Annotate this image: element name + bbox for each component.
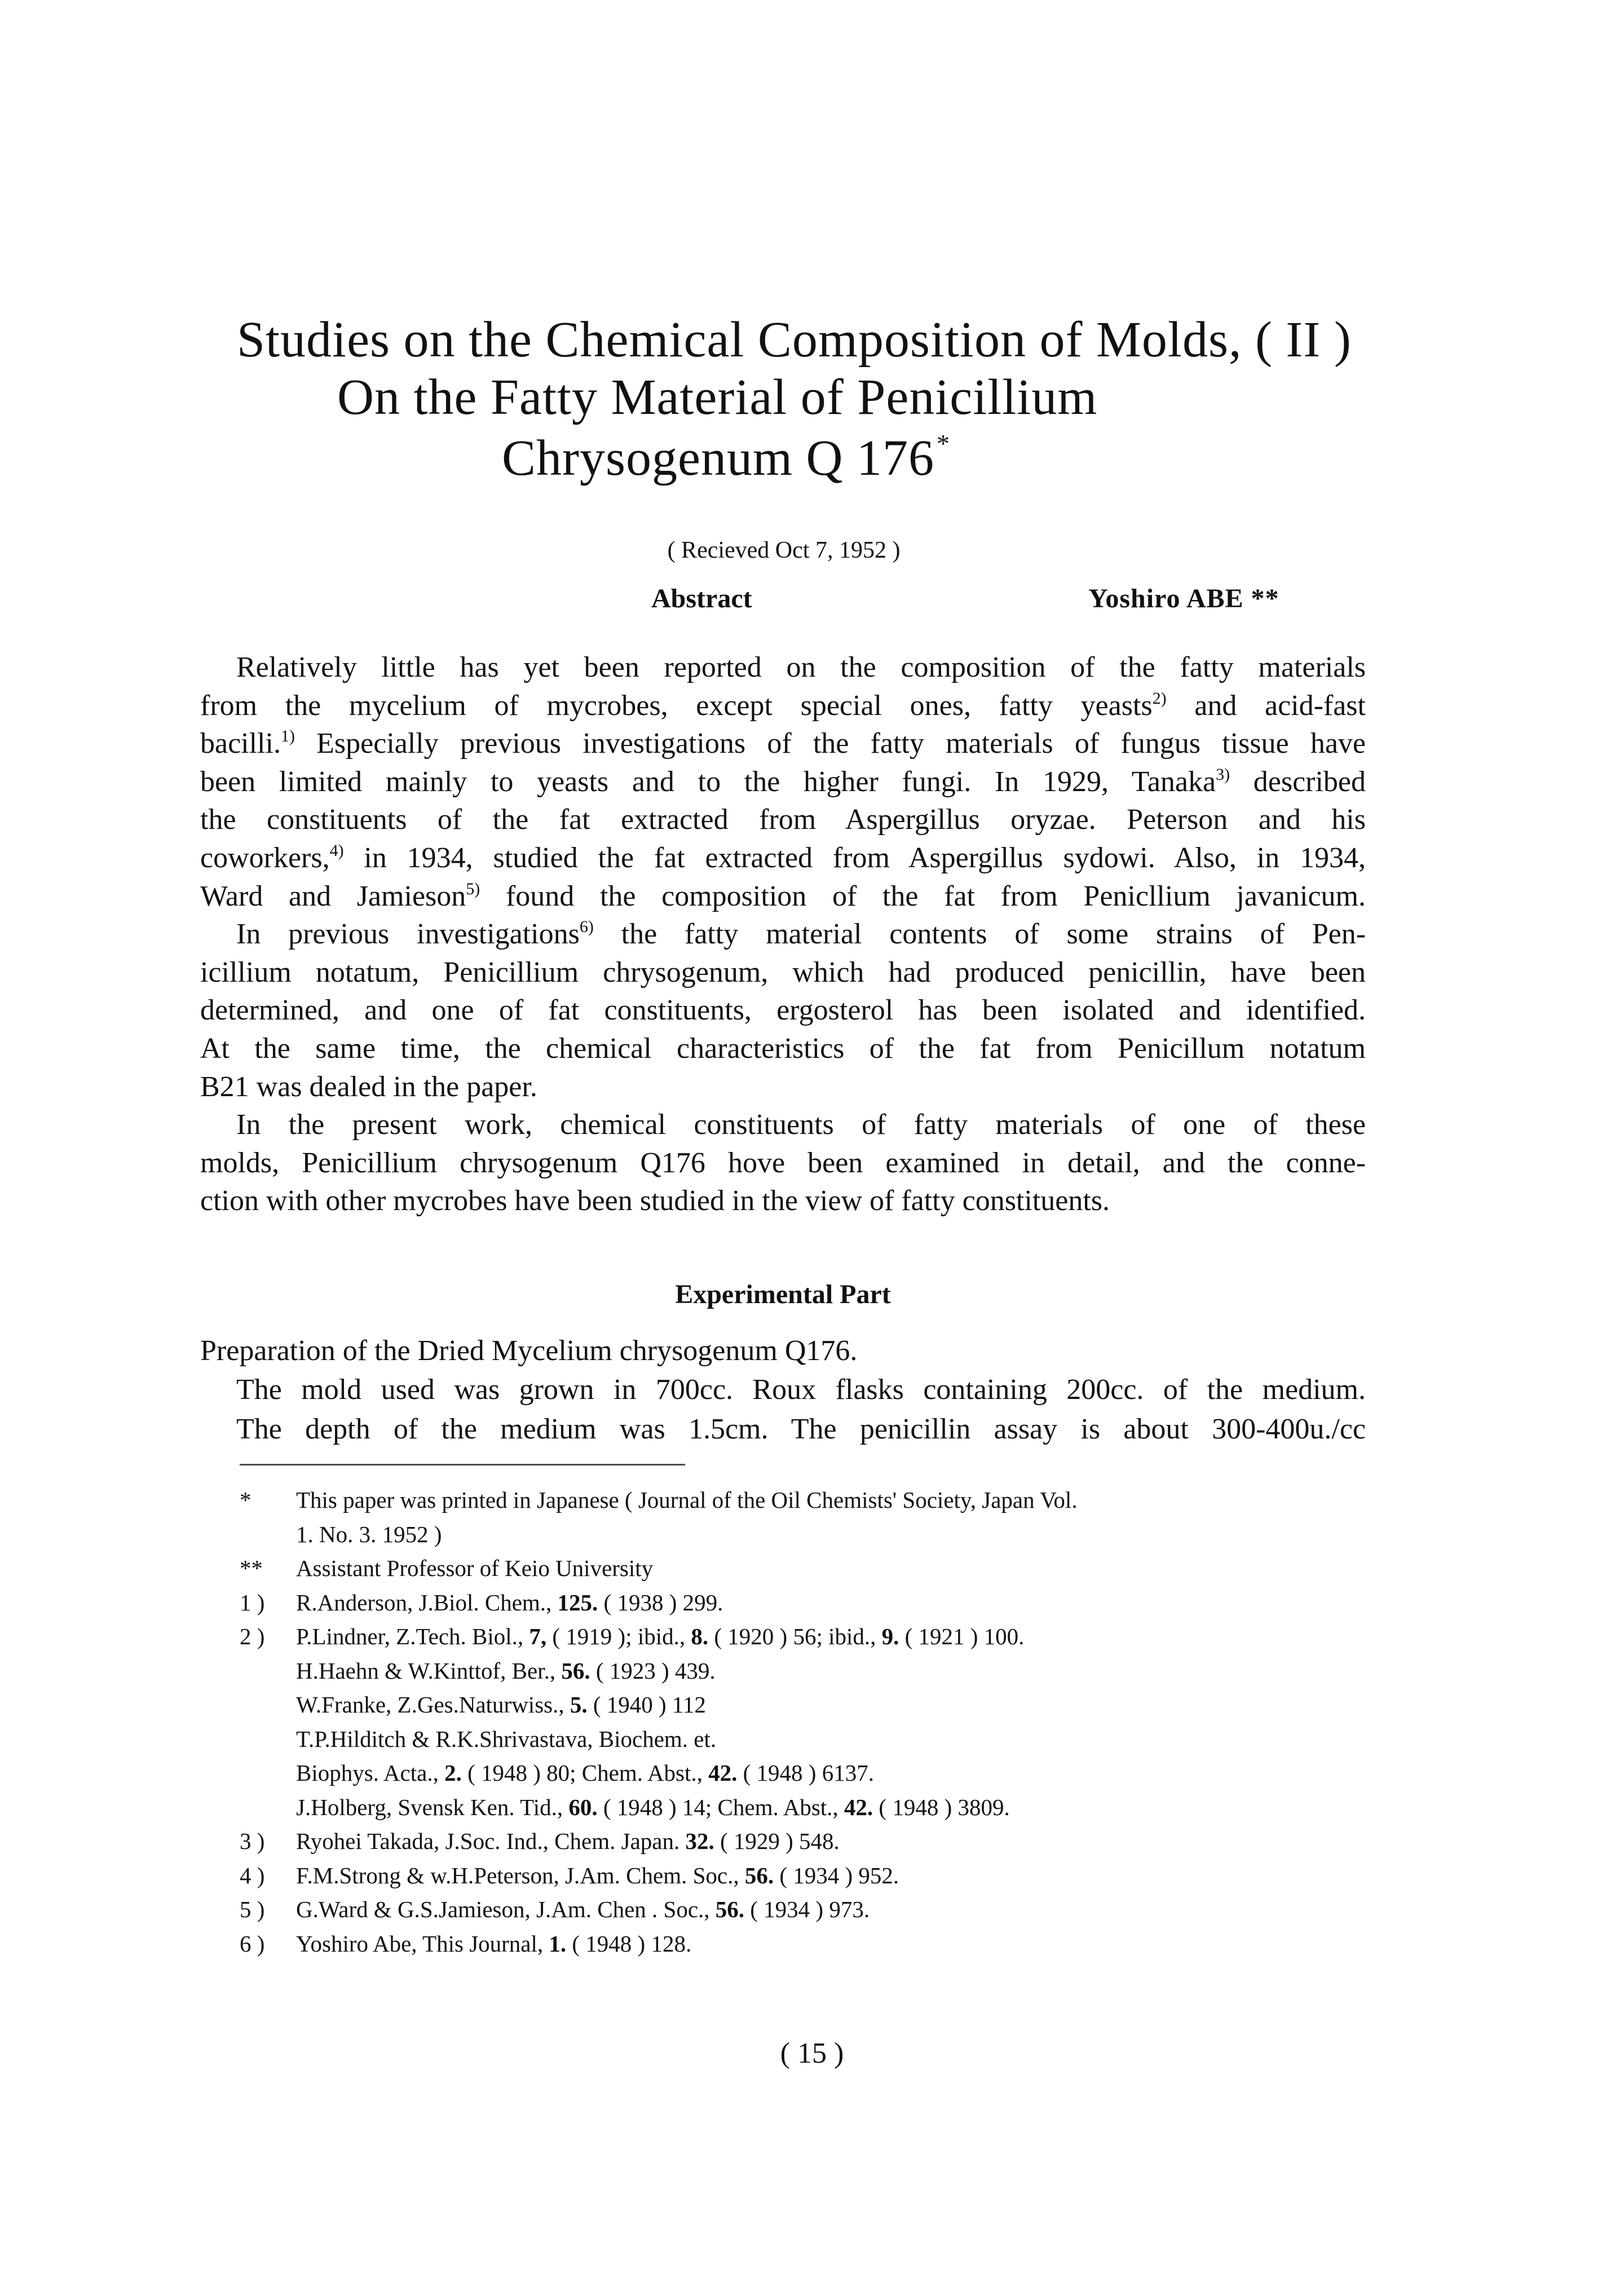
footnote-text [296, 1756, 874, 1790]
citation-text: Assistant Professor of Keio University [296, 1555, 654, 1581]
volume-number: 32. [685, 1828, 714, 1854]
text-run: bacilli. [200, 727, 281, 760]
footnote-item [240, 1927, 1367, 1961]
title-line-2: On the Fatty Material of Penicillium [337, 369, 1098, 425]
footnote-item [240, 1722, 1367, 1756]
footnote-divider [240, 1464, 685, 1466]
experimental-body [200, 1332, 1366, 1449]
citation-text: G.Ward & G.S.Jamieson, J.Am. Chen . Soc., [296, 1896, 716, 1922]
title-line-1: Studies on the Chemical Composition of Molds, ( II ) [237, 312, 1352, 368]
volume-number: 125. [557, 1589, 598, 1616]
citation-text: This paper was printed in Japanese ( Journal of the Oil Chemists' Society, Japan Vol. [296, 1487, 1078, 1513]
text-line [200, 954, 1366, 992]
footnote-item [240, 1756, 1367, 1790]
footnote-text [296, 1688, 706, 1722]
reference-marker[interactable]: 3) [1216, 765, 1230, 784]
text-run: The mold used was grown in 700cc. Roux flasks containing 200cc. of the medium. [236, 1373, 1366, 1406]
text-run: Relatively little has yet been reported on the composition of the fatty materials [236, 651, 1366, 683]
citation-text: Ryohei Takada, J.Soc. Ind., Chem. Japan. [296, 1828, 686, 1854]
footnote-marker: * [240, 1487, 251, 1513]
citation-text: ( 1921 ) 100. [899, 1623, 1025, 1649]
footnote-marker: 4 ) [240, 1862, 265, 1888]
footnote-marker: 6 ) [240, 1930, 265, 1957]
citation-text: ( 1934 ) 952. [774, 1862, 899, 1888]
text-line [200, 1030, 1366, 1068]
footnote-text [296, 1619, 1024, 1654]
text-run: In the present work, chemical constituents of fatty materials of one of these [236, 1109, 1366, 1141]
citation-text: T.P.Hilditch & R.K.Shrivastava, Biochem. et. [296, 1725, 717, 1752]
text-run: the fatty material contents of some strains of Pen- [593, 918, 1366, 951]
volume-number: 8. [691, 1623, 709, 1649]
reference-marker[interactable]: 6) [579, 917, 594, 937]
footnote-item [240, 1824, 1367, 1859]
text-line [200, 763, 1366, 801]
volume-number: 42. [708, 1760, 738, 1786]
abstract-body [200, 648, 1366, 1220]
volume-number: 9. [881, 1623, 899, 1649]
footnote-item [240, 1688, 1367, 1722]
footnote-marker: 5 ) [240, 1896, 265, 1922]
footnote-item [240, 1586, 1367, 1620]
citation-text: W.Franke, Z.Ges.Naturwiss., [296, 1692, 570, 1718]
citation-text: ( 1948 ) 14; Chem. Abst., [597, 1794, 844, 1820]
footnote-text [296, 1517, 442, 1552]
volume-number: 56. [744, 1862, 774, 1888]
text-run: Preparation of the Dried Mycelium chrysogenum Q176. [200, 1335, 858, 1367]
text-line [200, 725, 1366, 763]
text-run: molds, Penicillium chrysogenum Q176 hove been examined in detail, and the conne- [200, 1146, 1366, 1179]
text-run: ction with other mycrobes have been studied in the view of fatty constituents. [200, 1185, 1110, 1217]
footnote-marker: ** [240, 1555, 263, 1581]
text-line [200, 687, 1366, 725]
text-run: B21 was dealed in the paper. [200, 1070, 537, 1103]
title-footnote-marker[interactable]: * [936, 429, 950, 458]
citation-text: ( 1919 ); ibid., [546, 1623, 691, 1649]
footnote-text [296, 1824, 840, 1859]
text-line [200, 915, 1366, 954]
citation-text: ( 1940 ) 112 [587, 1692, 706, 1718]
citation-text: ( 1938 ) 299. [598, 1589, 723, 1616]
footnotes-list [240, 1483, 1367, 1961]
citation-text: ( 1948 ) 80; Chem. Abst., [461, 1760, 709, 1786]
citation-text: P.Lindner, Z.Tech. Biol., [296, 1623, 529, 1649]
text-run: found the composition of the fat from Penicllium javanicum. [480, 880, 1366, 912]
text-run: in 1934, studied the fat extracted from Aspergillus sydowi. Also, in 1934, [343, 841, 1366, 874]
footnote-item [240, 1790, 1367, 1825]
volume-number: 56. [561, 1657, 590, 1684]
volume-number: 60. [568, 1794, 598, 1820]
footnote-item [240, 1551, 1367, 1586]
footnote-marker: 2 ) [240, 1623, 265, 1649]
footnote-item [240, 1483, 1367, 1517]
text-run: determined, and one of fat constituents, ergosterol has been isolated and identified. [200, 994, 1366, 1027]
footnote-marker: 3 ) [240, 1828, 265, 1854]
footnote-item [240, 1619, 1367, 1654]
text-line [200, 991, 1366, 1030]
text-run: coworkers, [200, 841, 330, 874]
footnote-text [296, 1654, 716, 1688]
text-line [200, 1370, 1366, 1410]
text-run: Especially previous investigations of the fatty materials of fungus tissue have [294, 727, 1366, 760]
experimental-heading: Experimental Part [675, 1279, 891, 1309]
volume-number: 7, [529, 1623, 547, 1649]
text-line [200, 1332, 1366, 1370]
text-line [200, 1410, 1366, 1449]
footnote-marker: 1 ) [240, 1589, 265, 1616]
text-run: In previous investigations [236, 918, 580, 951]
citation-text: Biophys. Acta., [296, 1760, 445, 1786]
text-line [200, 877, 1366, 916]
title-line-3-text: Chrysogenum Q 176 [502, 430, 934, 486]
footnote-item [240, 1654, 1367, 1688]
footnote-text [296, 1892, 870, 1927]
abstract-heading: Abstract [651, 584, 752, 613]
citation-text: F.M.Strong & w.H.Peterson, J.Am. Chem. Soc., [296, 1862, 745, 1888]
text-line [200, 1068, 1366, 1106]
footnote-text [296, 1551, 653, 1586]
page-number: ( 15 ) [780, 2037, 844, 2069]
text-line [200, 1144, 1366, 1182]
text-line [200, 1106, 1366, 1144]
text-run: icillium notatum, Penicillium chrysogenum, which had produced penicillin, have been [200, 956, 1366, 988]
citation-text: ( 1948 ) 128. [566, 1930, 692, 1957]
text-run: The depth of the medium was 1.5cm. The penicillin assay is about 300-400u./cc [236, 1413, 1366, 1445]
volume-number: 2. [444, 1760, 462, 1786]
received-date: ( Recieved Oct 7, 1952 ) [667, 537, 901, 563]
footnote-text [296, 1859, 899, 1893]
citation-text: ( 1948 ) 3809. [873, 1794, 1010, 1820]
footnote-item [240, 1517, 1367, 1552]
text-line [200, 839, 1366, 877]
text-run: described [1230, 765, 1366, 798]
author-name: Yoshiro ABE ** [1088, 584, 1279, 613]
title-line-3 [502, 431, 950, 484]
reference-marker[interactable]: 2) [1152, 688, 1167, 708]
footnote-item [240, 1892, 1367, 1927]
volume-number: 42. [844, 1794, 873, 1820]
citation-text: ( 1934 ) 973. [744, 1896, 870, 1922]
citation-text: Yoshiro Abe, This Journal, [296, 1930, 549, 1957]
footnote-text [296, 1586, 723, 1620]
text-line [200, 801, 1366, 839]
citation-text: R.Anderson, J.Biol. Chem., [296, 1589, 558, 1616]
text-line [200, 1182, 1366, 1220]
text-run: been limited mainly to yeasts and to the higher fungi. In 1929, Tanaka [200, 765, 1216, 798]
footnote-text [296, 1483, 1078, 1517]
footnote-text [296, 1722, 716, 1756]
citation-text: ( 1948 ) 6137. [737, 1760, 874, 1786]
text-run: from the mycelium of mycrobes, except special ones, fatty yeasts [200, 689, 1153, 722]
citation-text: ( 1923 ) 439. [590, 1657, 716, 1684]
citation-text: ( 1920 ) 56; ibid., [708, 1623, 882, 1649]
reference-marker[interactable]: 4) [329, 841, 344, 860]
citation-text: ( 1929 ) 548. [714, 1828, 840, 1854]
footnote-item [240, 1859, 1367, 1893]
footnote-text [296, 1790, 1010, 1825]
reference-marker[interactable]: 5) [466, 879, 480, 898]
citation-text: H.Haehn & W.Kinttof, Ber., [296, 1657, 562, 1684]
volume-number: 1. [549, 1930, 567, 1957]
text-line [200, 648, 1366, 687]
volume-number: 56. [715, 1896, 745, 1922]
citation-text: 1. No. 3. 1952 ) [296, 1521, 442, 1547]
text-run: Ward and Jamieson [200, 880, 466, 912]
text-run: At the same time, the chemical characteristics of the fat from Penicillum notatum [200, 1032, 1366, 1065]
text-run: and acid-fast [1166, 689, 1366, 722]
volume-number: 5. [570, 1692, 588, 1718]
footnote-text [296, 1927, 691, 1961]
reference-marker[interactable]: 1) [280, 727, 295, 746]
citation-text: J.Holberg, Svensk Ken. Tid., [296, 1794, 569, 1820]
text-run: the constituents of the fat extracted from Aspergillus oryzae. Peterson and his [200, 804, 1366, 836]
